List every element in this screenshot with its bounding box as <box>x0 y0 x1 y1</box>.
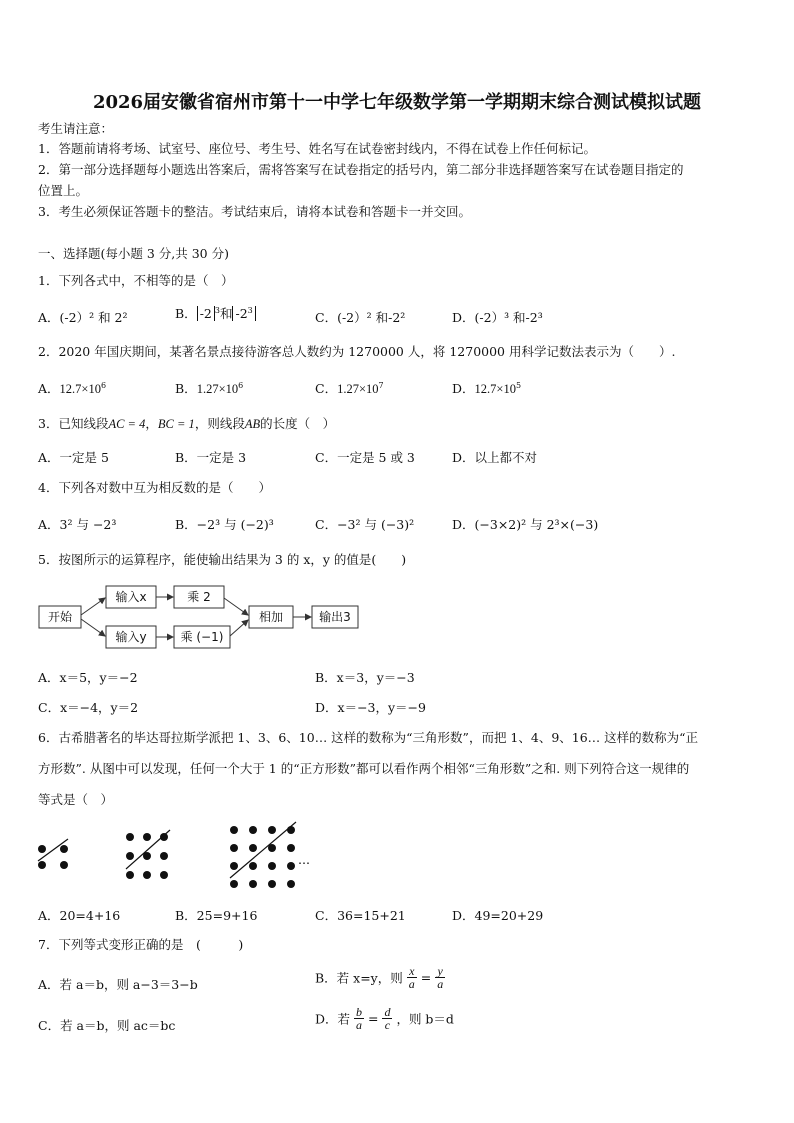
notice-heading: 考生请注意： <box>38 121 114 136</box>
q2-option-c: C．$1.27\times 10^7$ <box>315 380 384 396</box>
q4-option-d: D．(−3×2)² 与 2³×(−3) <box>452 517 599 532</box>
dot-ellipsis: … <box>298 853 310 867</box>
q2-option-b: B．$1.27\times 10^6$ <box>175 380 244 396</box>
flow-output-box <box>312 606 358 628</box>
q6-option-d: D．49=20+29 <box>452 908 544 923</box>
q7-option-c: C．若 a＝b，则 ac＝bc <box>38 1018 176 1033</box>
q2-option-d: D．$12.7\times 10^5$ <box>452 380 522 396</box>
q3-option-d: D．以上都不对 <box>452 450 538 465</box>
q3-option-a: A．一定是 5 <box>38 450 109 465</box>
q5-option-d: D．x＝−3，y＝−9 <box>315 700 426 715</box>
q7-option-a: A．若 a＝b，则 a−3＝3−b <box>38 977 198 992</box>
q4-option-a: A．3² 与 −2³ <box>38 517 117 532</box>
svg-text:乘 (−1): 乘 (−1) <box>180 630 224 644</box>
fraction-x-over-a: $\frac{x}{a}$ <box>408 964 415 991</box>
q7-stem: 7．下列等式变形正确的是 ( ) <box>38 937 244 952</box>
q2-option-a: A．$12.7\times 10^6$ <box>38 380 107 396</box>
svg-text:乘 2: 乘 2 <box>187 590 211 604</box>
q6-option-a: A．20=4+16 <box>38 908 121 923</box>
notice-item-2: 2．第一部分选择题每小题选出答案后，需将答案写在试卷指定的括号内，第二部分非选择题答案写在试卷题目指定的 <box>38 162 684 177</box>
svg-text:输入y: 输入y <box>115 630 147 644</box>
q6-stem-line3: 等式是（ ） <box>38 792 114 807</box>
svg-text:输入x: 输入x <box>115 590 147 604</box>
svg-text:相加: 相加 <box>258 610 284 624</box>
page-title: 2026届安徽省宿州市第十一中学七年级数学第一学期期末综合测试模拟试题 <box>92 92 702 113</box>
q5-flowchart <box>36 582 366 652</box>
q3-option-c: C．一定是 5 或 3 <box>315 450 415 465</box>
notice-item-3: 3．考生必须保证答题卡的整洁。考试结束后，请将本试卷和答题卡一并交回。 <box>38 204 471 219</box>
q3-option-b: B．一定是 3 <box>175 450 247 465</box>
q6-stem-line1: 6．古希腊著名的毕达哥拉斯学派把 1、3、6、10… 这样的数称为“三角形数”，而把 1、4、9、16… 这样的数称为“正 <box>38 730 699 745</box>
q1-option-d: D．(-2）³ 和-2³ <box>452 310 543 325</box>
q6-stem-line2: 方形数”. 从图中可以发现，任何一个大于 1 的“正方形数”都可以看作两个相邻“三角形数”之和. 则下列符合这一规律的 <box>38 761 690 776</box>
q4-stem: 4．下列各对数中互为相反数的是（ ） <box>38 480 271 495</box>
q4-option-b: B．−2³ 与 (−2)³ <box>175 517 274 532</box>
svg-text:开始: 开始 <box>47 610 73 624</box>
dot-square-4x4 <box>230 822 296 888</box>
q1-option-b: B． -2 $^3$和 $-2^3$ <box>175 304 256 322</box>
q6-option-b: B．25=9+16 <box>175 908 258 923</box>
dot-square-3x3 <box>126 830 170 879</box>
q7-option-d: D．若 $\frac{b}{a}$ = $\frac{d}{c}$ ，则 b＝d <box>315 1005 454 1032</box>
q3-stem: 3．已知线段AC = 4，BC = 1，则线段AB的长度（ ） <box>38 416 336 431</box>
q6-dot-figures <box>34 820 324 892</box>
flow-multiply-2-box <box>174 586 224 608</box>
flow-start-box <box>39 606 81 628</box>
q1-option-c: C．(-2）² 和-2² <box>315 310 406 325</box>
svg-text:输出3: 输出3 <box>319 610 351 624</box>
fraction-y-over-a: $\frac{y}{a}$ <box>437 964 444 991</box>
fraction-d-over-c: $\frac{d}{c}$ <box>384 1005 391 1032</box>
flow-add-box <box>249 606 293 628</box>
fraction-b-over-a: $\frac{b}{a}$ <box>356 1005 363 1032</box>
q5-option-b: B．x＝3，y＝−3 <box>315 670 415 685</box>
flow-input-x-box <box>106 586 156 608</box>
q2-stem: 2．2020 年国庆期间，某著名景点接待游客总人数约为 1270000 人，将 1270000 用科学记数法表示为（ ）. <box>38 344 676 359</box>
q6-option-c: C．36=15+21 <box>315 908 406 923</box>
notice-item-1: 1．答题前请将考场、试室号、座位号、考生号、姓名写在试卷密封线内，不得在试卷上作任何标记。 <box>38 141 596 156</box>
section-heading: 一、选择题(每小题 3 分,共 30 分) <box>38 246 229 261</box>
flow-input-y-box <box>106 626 156 648</box>
flow-multiply-minus1-box <box>174 626 230 648</box>
q1-stem: 1．下列各式中，不相等的是（ ） <box>38 273 234 288</box>
q5-option-a: A．x＝5，y＝−2 <box>38 670 138 685</box>
notice-item-2-cont: 位置上。 <box>38 183 89 198</box>
q4-option-c: C．−3² 与 (−3)² <box>315 517 415 532</box>
q7-option-b: B．若 x=y，则 $\frac{x}{a}$ = $\frac{y}{a}$ <box>315 964 444 991</box>
q5-stem: 5．按图所示的运算程序，能使输出结果为 3 的 x，y 的值是( ) <box>38 552 407 567</box>
q1-option-a: A．(-2）² 和 2² <box>38 310 128 325</box>
dot-square-2x2 <box>38 839 68 869</box>
q5-option-c: C．x＝−4，y＝2 <box>38 700 139 715</box>
